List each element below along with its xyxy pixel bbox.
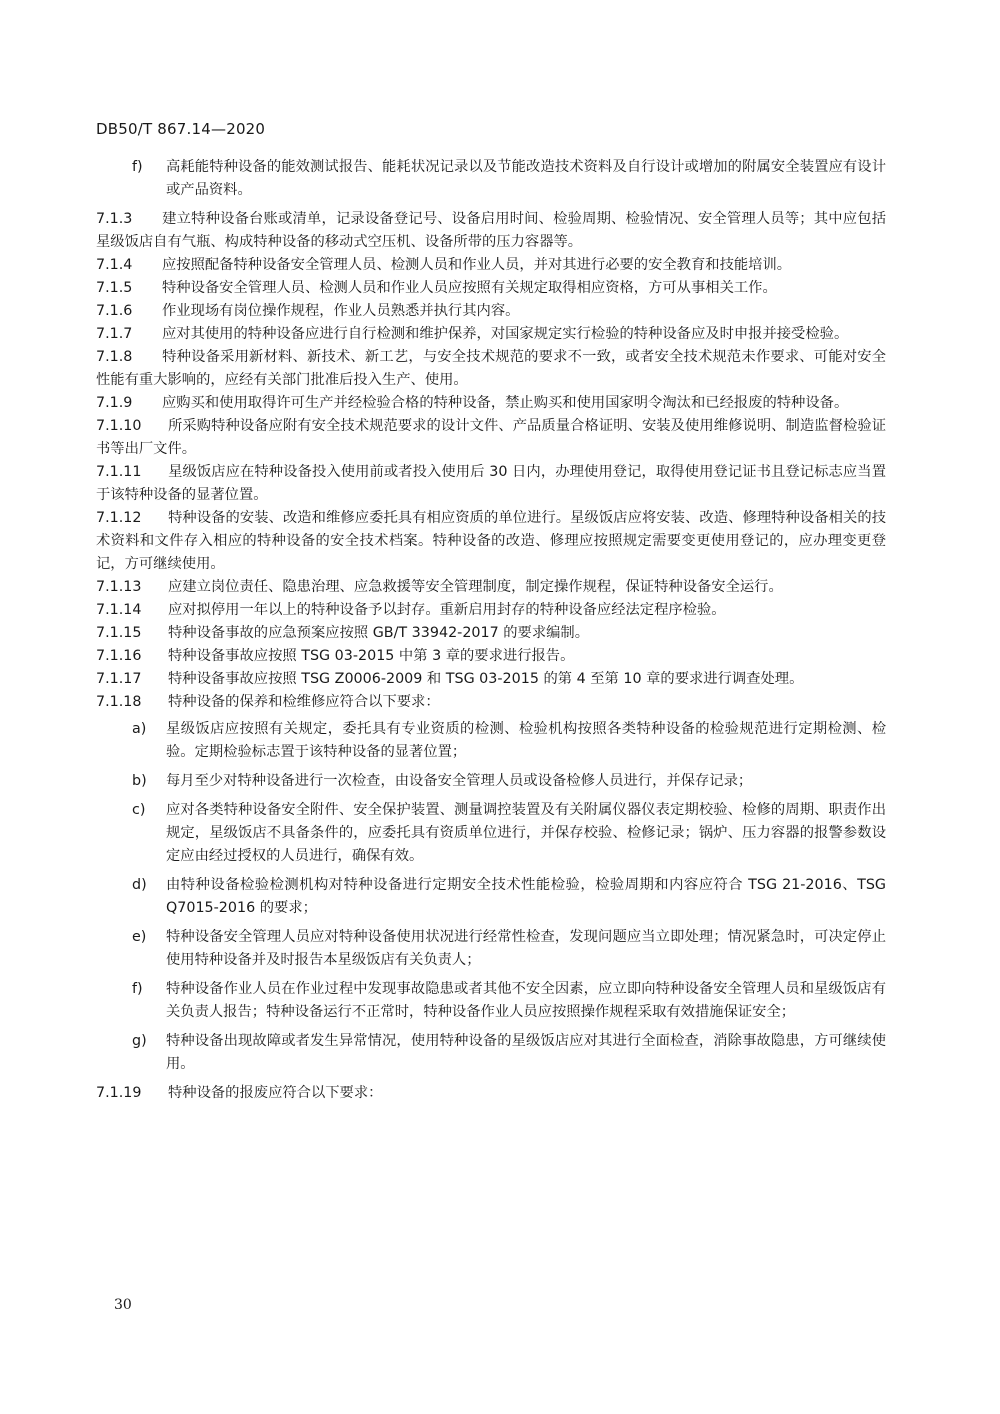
list-item-label: a) [132, 721, 147, 737]
list-item-text: 特种设备出现故障或者发生异常情况，使用特种设备的星级饭店应对其进行全面检查，消除事故隐患，方可继续使用。 [166, 1033, 886, 1072]
list-item [96, 874, 886, 920]
clause-text: 星级饭店应在特种设备投入使用前或者投入使用后 30 日内，办理使用登记，取得使用登记证书且登记标志应当置于该特种设备的显著位置。 [96, 464, 886, 503]
clause-number: 7.1.11 [96, 464, 142, 480]
list-item [96, 978, 886, 1024]
list-item-label: b) [132, 773, 147, 789]
clause [96, 599, 886, 622]
page-number: 30 [114, 1297, 132, 1313]
clause [96, 208, 886, 254]
list-item-label: g) [132, 1033, 147, 1049]
clause [96, 507, 886, 576]
clause-number: 7.1.6 [96, 303, 133, 319]
clause-text: 特种设备的安装、改造和维修应委托具有相应资质的单位进行。星级饭店应将安装、改造、修理特种设备相关的技术资料和文件存入相应的特种设备的安全技术档案。特种设备的改造、修理应按照规定需要变更使用登记的，应办理变更登记，方可继续使用。 [96, 510, 886, 572]
clause [96, 691, 886, 714]
clause-number: 7.1.5 [96, 280, 133, 296]
list-item [96, 799, 886, 868]
list-item [96, 718, 886, 764]
clause [96, 323, 886, 346]
clause-number: 7.1.10 [96, 418, 142, 434]
clause-number: 7.1.7 [96, 326, 133, 342]
clause-number: 7.1.8 [96, 349, 133, 365]
clause-number: 7.1.15 [96, 625, 142, 641]
clause-number: 7.1.19 [96, 1085, 142, 1101]
list-item-text: 特种设备安全管理人员应对特种设备使用状况进行经常性检查，发现问题应当立即处理；情况紧急时，可决定停止使用特种设备并及时报告本星级饭店有关负责人； [166, 929, 886, 968]
clause-number: 7.1.18 [96, 694, 142, 710]
list-item-text: 由特种设备检验检测机构对特种设备进行定期安全技术性能检验，检验周期和内容应符合 TSG 21-2016、TSG Q7015-2016 的要求； [166, 877, 886, 916]
clause-text: 应建立岗位责任、隐患治理、应急救援等安全管理制度，制定操作规程，保证特种设备安全运行。 [168, 579, 783, 595]
document-id: DB50/T 867.14—2020 [96, 120, 266, 138]
clause-text: 作业现场有岗位操作规程，作业人员熟悉并执行其内容。 [162, 303, 520, 319]
clause-number: 7.1.9 [96, 395, 133, 411]
clause-text: 特种设备安全管理人员、检测人员和作业人员应按照有关规定取得相应资格，方可从事相关工作。 [162, 280, 777, 296]
list-item-label: f) [132, 981, 143, 997]
clause [96, 461, 886, 507]
clause-number: 7.1.13 [96, 579, 142, 595]
list-item-text: 星级饭店应按照有关规定，委托具有专业资质的检测、检验机构按照各类特种设备的检验规范进行定期检测、检验。定期检验标志置于该特种设备的显著位置； [166, 721, 886, 760]
clause [96, 1082, 886, 1105]
document-body [96, 156, 886, 1105]
clause-text: 特种设备事故应按照 TSG 03-2015 中第 3 章的要求进行报告。 [168, 648, 575, 664]
list-item-label: d) [132, 877, 147, 893]
clause-text: 特种设备的保养和检维修应符合以下要求： [168, 694, 440, 710]
list-item-label: c) [132, 802, 146, 818]
clause [96, 415, 886, 461]
clause [96, 300, 886, 323]
list-item [96, 926, 886, 972]
list-item-text: 应对各类特种设备安全附件、安全保护装置、测量调控装置及有关附属仪器仪表定期校验、检修的周期、职责作出规定，星级饭店不具备条件的，应委托具有资质单位进行，并保存校验、检修记录；锅炉、压力容器的报警参数设定应由经过授权的人员进行，确保有效。 [166, 802, 886, 864]
clause [96, 668, 886, 691]
clause-text: 所采购特种设备应附有安全技术规范要求的设计文件、产品质量合格证明、安装及使用维修说明、制造监督检验证书等出厂文件。 [96, 418, 886, 457]
clause [96, 645, 886, 668]
clause-number: 7.1.17 [96, 671, 142, 687]
clause-number: 7.1.3 [96, 211, 133, 227]
clause-text: 应对拟停用一年以上的特种设备予以封存。重新启用封存的特种设备应经法定程序检验。 [168, 602, 726, 618]
clause-number: 7.1.16 [96, 648, 142, 664]
clause-text: 特种设备事故应按照 TSG Z0006-2009 和 TSG 03-2015 的第 4 至第 10 章的要求进行调查处理。 [168, 671, 804, 687]
clause-text: 特种设备采用新材料、新技术、新工艺，与安全技术规范的要求不一致，或者安全技术规范未作要求、可能对安全性能有重大影响的，应经有关部门批准后投入生产、使用。 [96, 349, 886, 388]
clause-text: 应按照配备特种设备安全管理人员、检测人员和作业人员，并对其进行必要的安全教育和技能培训。 [162, 257, 792, 273]
clause [96, 277, 886, 300]
clause [96, 576, 886, 599]
list-item-text: 每月至少对特种设备进行一次检查，由设备安全管理人员或设备检修人员进行，并保存记录； [166, 773, 753, 789]
clause-number: 7.1.4 [96, 257, 133, 273]
list-item-text: 高耗能特种设备的能效测试报告、能耗状况记录以及节能改造技术资料及自行设计或增加的附属安全装置应有设计或产品资料。 [166, 159, 886, 198]
clause-number: 7.1.14 [96, 602, 142, 618]
list-item-label: f) [132, 159, 143, 175]
clause-text: 应购买和使用取得许可生产并经检验合格的特种设备，禁止购买和使用国家明令淘汰和已经报废的特种设备。 [162, 395, 849, 411]
list-item [96, 1030, 886, 1076]
list-item-text: 特种设备作业人员在作业过程中发现事故隐患或者其他不安全因素，应立即向特种设备安全管理人员和星级饭店有关负责人报告；特种设备运行不正常时，特种设备作业人员应按照操作规程采取有效措施保证安全； [166, 981, 886, 1020]
clause [96, 254, 886, 277]
list-item [96, 156, 886, 202]
clause [96, 392, 886, 415]
clause-text: 应对其使用的特种设备应进行自行检测和维护保养，对国家规定实行检验的特种设备应及时申报并接受检验。 [162, 326, 849, 342]
list-item-label: e) [132, 929, 147, 945]
clause-text: 特种设备的报废应符合以下要求： [168, 1085, 383, 1101]
clause [96, 622, 886, 645]
list-item [96, 770, 886, 793]
clause [96, 346, 886, 392]
clause-text: 建立特种设备台账或清单，记录设备登记号、设备启用时间、检验周期、检验情况、安全管理人员等；其中应包括星级饭店自有气瓶、构成特种设备的移动式空压机、设备所带的压力容器等。 [96, 211, 886, 250]
clause-text: 特种设备事故的应急预案应按照 GB/T 33942-2017 的要求编制。 [168, 625, 590, 641]
clause-number: 7.1.12 [96, 510, 142, 526]
